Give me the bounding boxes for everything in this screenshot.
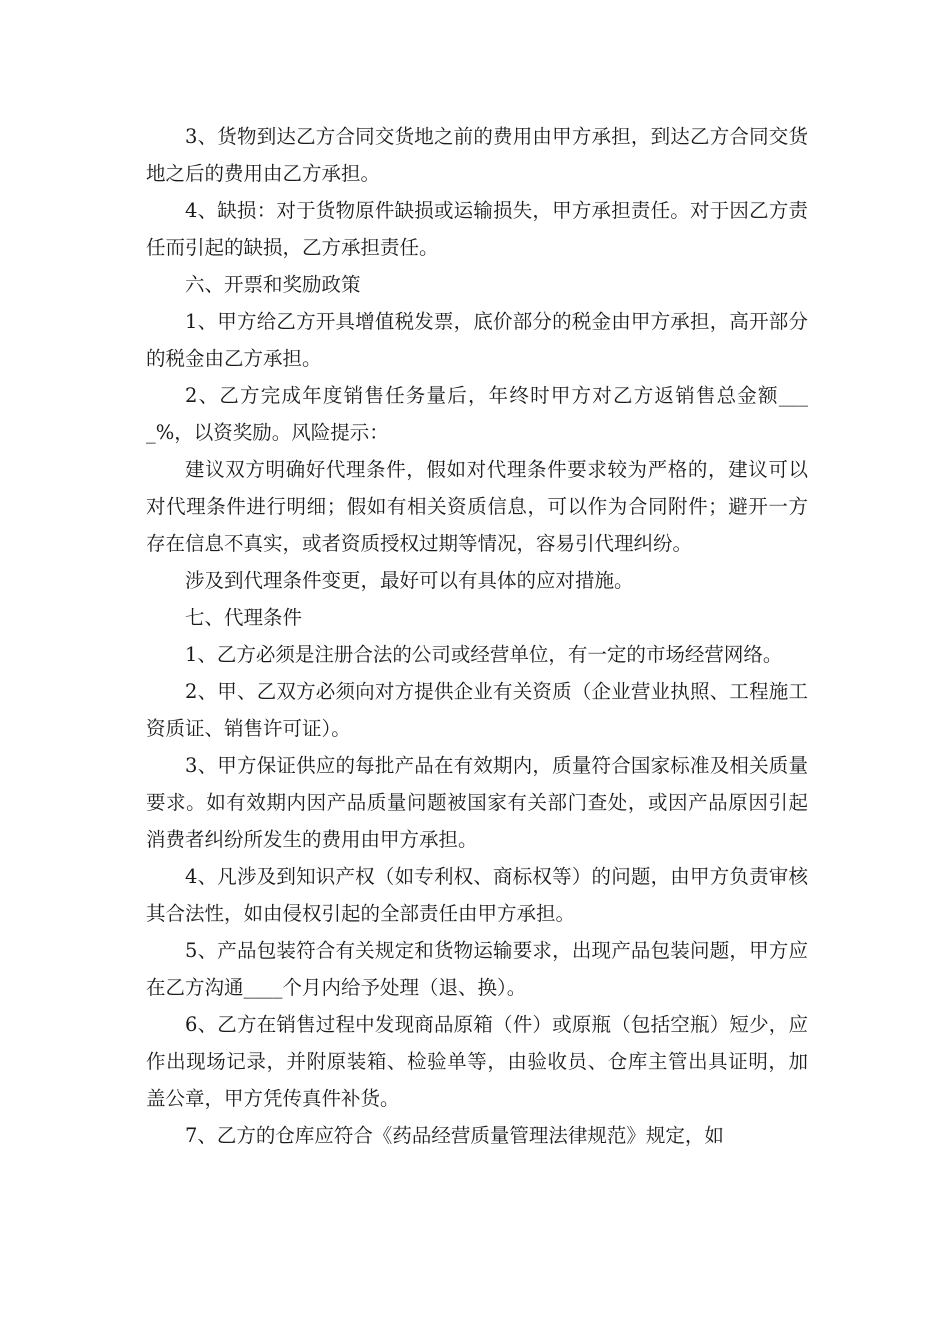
paragraph-shortage-liability: 4、缺损：对于货物原件缺损或运输损失，甲方承担责任。对于因乙方责任而引起的缺损，乙方承担责任。: [146, 199, 808, 259]
paragraph-condition-4: 4、凡涉及到知识产权（如专利权、商标权等）的问题，由甲方负责审核其合法性，如由侵权引起的全部责任由甲方承担。: [146, 865, 808, 925]
paragraph-condition-2: 2、甲、乙双方必须向对方提供企业有关资质（企业营业执照、工程施工资质证、销售许可证）。: [146, 680, 808, 740]
paragraph-condition-3: 3、甲方保证供应的每批产品在有效期内，质量符合国家标准及相关质量要求。如有效期内因产品质量问题被国家有关部门查处，或因产品原因引起消费者纠纷所发生的费用由甲方承担。: [146, 754, 808, 851]
document-page: [146, 118, 808, 1154]
paragraph-annual-rebate: 2、乙方完成年度销售任务量后，年终时甲方对乙方返销售总金额____%，以资奖励。风险提示：: [146, 384, 808, 444]
paragraph-risk-advice: 建议双方明确好代理条件，假如对代理条件要求较为严格的，建议可以对代理条件进行明细；假如有相关资质信息，可以作为合同附件；避开一方存在信息不真实，或者资质授权过期等情况，容易引代理纠纷。: [146, 458, 808, 555]
section-heading-invoice-incentive: 六、开票和奖励政策: [185, 273, 361, 296]
paragraph-condition-change: 涉及到代理条件变更，最好可以有具体的应对措施。: [185, 569, 634, 592]
paragraph-vat-invoice: 1、甲方给乙方开具增值税发票，底价部分的税金由甲方承担，高开部分的税金由乙方承担。: [146, 310, 808, 370]
paragraph-condition-7: 7、乙方的仓库应符合《药品经营质量管理法律规范》规定，如: [185, 1124, 724, 1147]
paragraph-cost-before-delivery: 3、货物到达乙方合同交货地之前的费用由甲方承担，到达乙方合同交货地之后的费用由乙方承担。: [146, 125, 808, 185]
paragraph-condition-5: 5、产品包装符合有关规定和货物运输要求，出现产品包装问题，甲方应在乙方沟通____个月内给予处理（退、换）。: [146, 939, 808, 999]
paragraph-condition-6: 6、乙方在销售过程中发现商品原箱（件）或原瓶（包括空瓶）短少，应作出现场记录，并附原装箱、检验单等，由验收员、仓库主管出具证明，加盖公章，甲方凭传真件补货。: [146, 1013, 808, 1110]
paragraph-condition-1: 1、乙方必须是注册合法的公司或经营单位，有一定的市场经营网络。: [185, 643, 783, 666]
section-heading-agency-conditions: 七、代理条件: [185, 606, 303, 629]
